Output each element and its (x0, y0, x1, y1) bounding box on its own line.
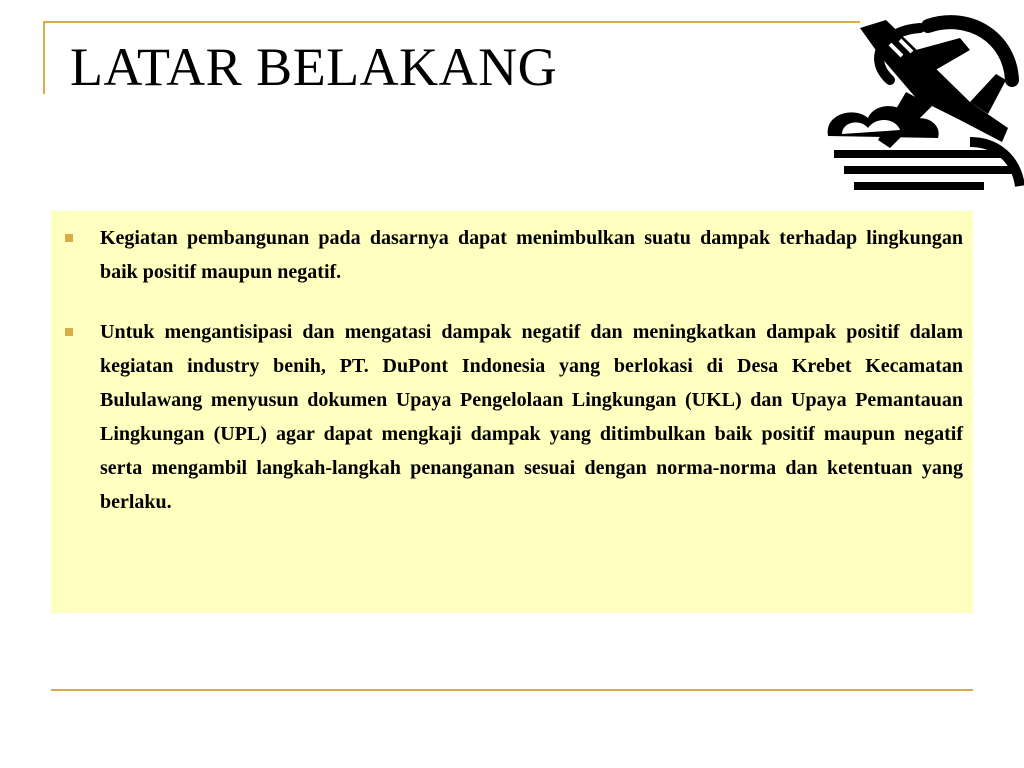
bullet-item (51, 315, 973, 519)
bullet-item (51, 221, 973, 289)
content-box (51, 211, 973, 613)
square-bullet-icon (65, 234, 73, 242)
bottom-divider (51, 689, 973, 691)
airplane-logo-icon (820, 10, 1024, 200)
bullet-list (51, 221, 973, 545)
bullet-text: Kegiatan pembangunan pada dasarnya dapat menimbulkan suatu dampak terhadap lingkungan baik positif maupun negatif. (100, 227, 963, 283)
bullet-text: Untuk mengantisipasi dan mengatasi dampak negatif dan meningkatkan dampak positif dalam kegiatan industry benih, PT. DuPont Indonesia yang berlokasi di Desa Krebet Kecamatan Bululawang menyusun dokumen Upaya Pengelolaan Lingkungan (UKL) dan Upaya Pemantauan Lingkungan (UPL) agar dapat mengkaji dampak yang ditimbulkan baik positif maupun negatif serta mengambil langkah-langkah penanganan sesuai dengan norma-norma dan ketentuan yang berlaku. (100, 321, 963, 513)
title-frame-top-line (43, 21, 860, 23)
square-bullet-icon (65, 328, 73, 336)
page-title: LATAR BELAKANG (70, 37, 558, 97)
title-frame-left-line (43, 21, 45, 94)
